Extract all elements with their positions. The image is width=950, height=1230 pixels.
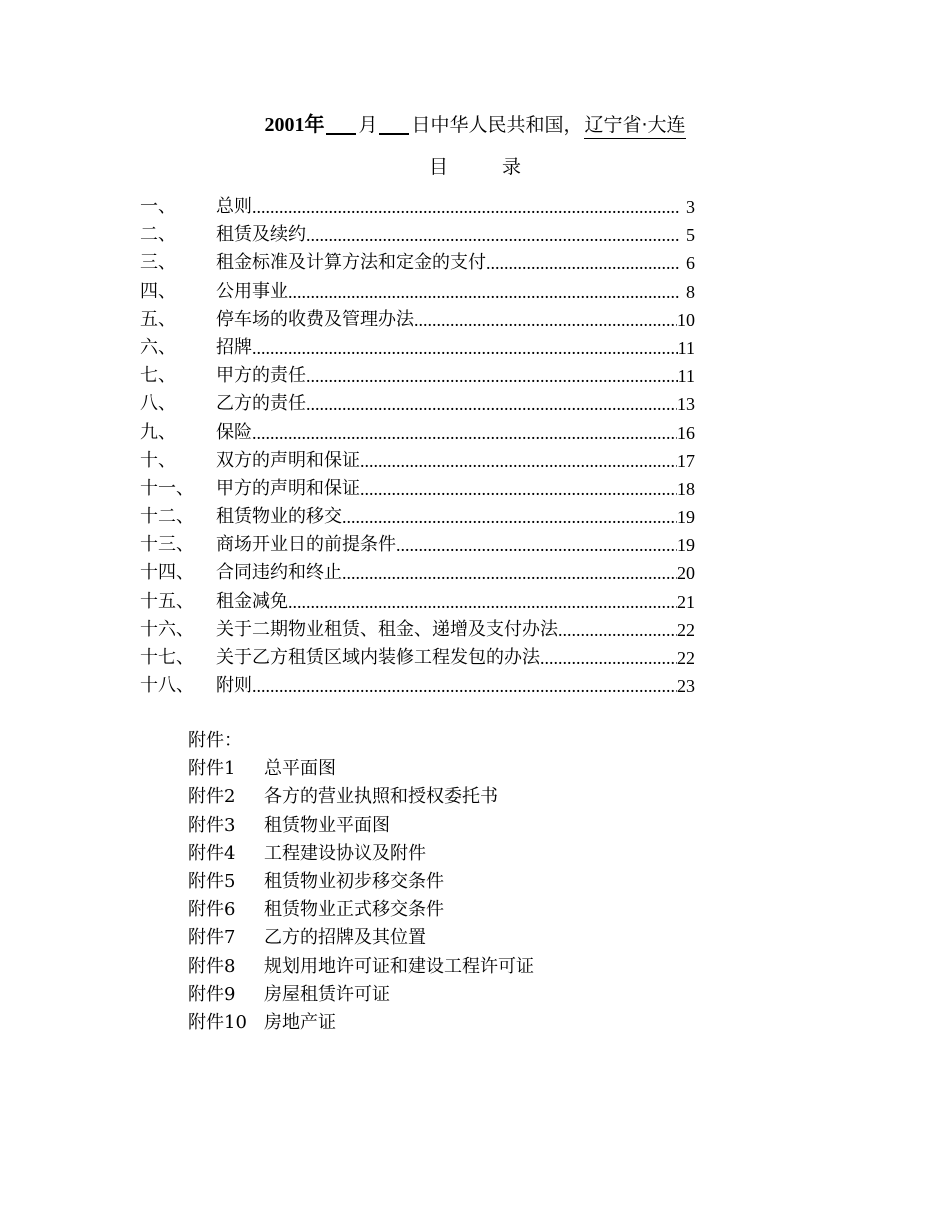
annex-item-title: 各方的营业执照和授权委托书 bbox=[264, 786, 498, 808]
annex-item-title: 租赁物业正式移交条件 bbox=[264, 899, 444, 921]
annex-item-number: 附件10 bbox=[188, 1011, 247, 1033]
toc-dot-leader bbox=[342, 503, 677, 531]
toc-entry-number: 九、 bbox=[140, 421, 176, 443]
toc-dot-leader bbox=[342, 559, 677, 587]
toc-entry[interactable] bbox=[140, 419, 695, 447]
annex-item bbox=[188, 896, 534, 924]
month-blank bbox=[326, 113, 356, 135]
toc-entry-number: 三、 bbox=[140, 252, 176, 274]
annex-item-number: 附件7 bbox=[188, 927, 236, 949]
toc-dot-leader bbox=[252, 672, 677, 700]
annex-item-title: 租赁物业初步移交条件 bbox=[264, 870, 444, 892]
toc-entry[interactable] bbox=[140, 249, 695, 277]
annex-item-title: 乙方的招牌及其位置 bbox=[264, 927, 426, 949]
toc-entry-page: 3 bbox=[686, 197, 695, 217]
toc-entry-number: 十二、 bbox=[140, 506, 194, 528]
annex-item bbox=[188, 953, 534, 981]
toc-dot-leader bbox=[306, 362, 678, 390]
toc-entry-title: 停车场的收费及管理办法 bbox=[216, 308, 414, 330]
toc-entry[interactable] bbox=[140, 559, 695, 587]
toc-entry-number: 四、 bbox=[140, 280, 176, 302]
toc-entry[interactable] bbox=[140, 334, 695, 362]
annex-item-number: 附件6 bbox=[188, 899, 236, 921]
toc-dot-leader bbox=[558, 616, 677, 644]
toc-entry[interactable] bbox=[140, 193, 695, 221]
toc-entry-title: 甲方的声明和保证 bbox=[216, 477, 360, 499]
toc-dot-leader bbox=[360, 475, 677, 503]
toc-entry-title: 乙方的责任 bbox=[216, 393, 306, 415]
annex-item-title: 房屋租赁许可证 bbox=[264, 983, 390, 1005]
day-blank bbox=[379, 113, 409, 135]
toc-dot-leader bbox=[486, 249, 679, 277]
toc-entry[interactable] bbox=[140, 644, 695, 672]
annex-item-title: 工程建设协议及附件 bbox=[264, 842, 426, 864]
annex-item bbox=[188, 1009, 534, 1037]
toc-entry[interactable] bbox=[140, 447, 695, 475]
toc-entry-title: 关于乙方租赁区域内装修工程发包的办法 bbox=[216, 647, 540, 668]
toc-entry[interactable] bbox=[140, 616, 695, 644]
toc-entry-page: 22 bbox=[677, 648, 695, 668]
toc-entry-page: 8 bbox=[686, 281, 695, 302]
annex-label: 附件： bbox=[188, 730, 242, 751]
toc-entry-page: 13 bbox=[677, 394, 695, 415]
toc-entry-page: 17 bbox=[677, 450, 695, 471]
toc-entry-number: 十六、 bbox=[140, 618, 194, 640]
annex-item-number: 附件5 bbox=[188, 870, 236, 892]
place-text: 辽宁省·大连 bbox=[584, 110, 685, 139]
annex-item-number: 附件4 bbox=[188, 842, 236, 864]
toc-entry-number: 五、 bbox=[140, 308, 176, 330]
annex-item-title: 规划用地许可证和建设工程许可证 bbox=[264, 955, 534, 977]
toc-entry[interactable] bbox=[140, 306, 695, 334]
day-suffix-text: 日中华人民共和国， bbox=[411, 114, 583, 136]
annex-item bbox=[188, 840, 534, 868]
toc-entry-title: 总则 bbox=[216, 196, 252, 217]
toc-entry-title: 公用事业 bbox=[216, 280, 288, 302]
toc-entry-page: 10 bbox=[677, 309, 695, 330]
toc-entry-number: 十四、 bbox=[140, 562, 194, 584]
toc-entry-page: 6 bbox=[686, 253, 695, 274]
toc-entry-title: 招牌 bbox=[216, 336, 252, 358]
toc-title-right: 录 bbox=[502, 156, 522, 178]
toc-dot-leader bbox=[288, 588, 677, 616]
annex-item bbox=[188, 755, 534, 783]
toc-dot-leader bbox=[252, 193, 679, 221]
year-text: 2001年 bbox=[264, 114, 325, 136]
toc-title bbox=[0, 152, 950, 179]
toc-entry-number: 六、 bbox=[140, 336, 176, 358]
table-of-contents bbox=[140, 193, 695, 700]
toc-entry-page: 11 bbox=[677, 337, 695, 358]
toc-entry-title: 租金标准及计算方法和定金的支付 bbox=[216, 252, 486, 274]
month-text: 月 bbox=[358, 114, 378, 136]
toc-entry-page: 5 bbox=[686, 225, 695, 246]
toc-entry-number: 七、 bbox=[140, 365, 176, 387]
toc-entry-page: 22 bbox=[677, 619, 695, 640]
annex-item bbox=[188, 868, 534, 896]
toc-entry-title: 关于二期物业租赁、租金、递增及支付办法 bbox=[216, 618, 558, 640]
toc-entry-title: 合同违约和终止 bbox=[216, 562, 342, 584]
toc-dot-leader bbox=[360, 447, 677, 475]
toc-entry-title: 保险 bbox=[216, 421, 252, 443]
annex-item-title: 房地产证 bbox=[264, 1011, 336, 1033]
toc-entry-page: 16 bbox=[677, 422, 695, 443]
toc-entry-number: 十一、 bbox=[140, 477, 194, 499]
toc-entry-number: 十五、 bbox=[140, 590, 194, 612]
toc-dot-leader bbox=[288, 278, 679, 306]
toc-entry-number: 十七、 bbox=[140, 647, 194, 668]
toc-dot-leader bbox=[306, 221, 679, 249]
toc-entry-title: 租金减免 bbox=[216, 590, 288, 612]
toc-title-left: 目 bbox=[428, 156, 448, 178]
toc-entry[interactable] bbox=[140, 475, 695, 503]
toc-entry-number: 八、 bbox=[140, 393, 176, 415]
toc-entry-number: 十、 bbox=[140, 449, 176, 471]
toc-entry[interactable] bbox=[140, 503, 695, 531]
toc-dot-leader bbox=[540, 644, 677, 672]
toc-dot-leader bbox=[252, 419, 677, 447]
toc-entry[interactable] bbox=[140, 531, 695, 559]
annex-item bbox=[188, 783, 534, 811]
toc-dot-leader bbox=[252, 334, 678, 362]
toc-entry-page: 20 bbox=[677, 563, 695, 584]
toc-dot-leader bbox=[414, 306, 677, 334]
toc-entry-number: 十三、 bbox=[140, 534, 194, 556]
toc-entry-title: 商场开业日的前提条件 bbox=[216, 534, 396, 556]
toc-entry-number: 十八、 bbox=[140, 675, 194, 697]
toc-entry-page: 21 bbox=[677, 591, 695, 612]
toc-entry[interactable] bbox=[140, 221, 695, 249]
toc-entry-number: 一、 bbox=[140, 196, 176, 217]
toc-dot-leader bbox=[306, 390, 677, 418]
annex-item-number: 附件8 bbox=[188, 955, 236, 977]
toc-entry-title: 双方的声明和保证 bbox=[216, 449, 360, 471]
toc-entry-title: 附则 bbox=[216, 675, 252, 697]
toc-entry-page: 19 bbox=[677, 535, 695, 556]
toc-entry-page: 18 bbox=[677, 478, 695, 499]
annex-item-number: 附件2 bbox=[188, 786, 236, 808]
annex-item bbox=[188, 981, 534, 1009]
document-date-line bbox=[0, 108, 950, 139]
annex-item-title: 租赁物业平面图 bbox=[264, 814, 390, 836]
toc-entry-title: 租赁物业的移交 bbox=[216, 506, 342, 528]
annex-item-number: 附件9 bbox=[188, 983, 236, 1005]
annex-item-number: 附件1 bbox=[188, 758, 236, 780]
toc-entry-page: 19 bbox=[677, 507, 695, 528]
toc-entry-title: 甲方的责任 bbox=[216, 365, 306, 387]
toc-entry[interactable] bbox=[140, 390, 695, 418]
annex-item bbox=[188, 924, 534, 952]
annex-list bbox=[188, 727, 534, 1037]
annex-item bbox=[188, 812, 534, 840]
toc-entry-page: 11 bbox=[677, 366, 695, 387]
toc-entry[interactable] bbox=[140, 672, 695, 700]
toc-entry-page: 23 bbox=[677, 676, 695, 697]
annex-item-number: 附件3 bbox=[188, 814, 236, 836]
toc-entry-number: 二、 bbox=[140, 224, 176, 246]
toc-entry[interactable] bbox=[140, 362, 695, 390]
toc-dot-leader bbox=[396, 531, 677, 559]
toc-entry[interactable] bbox=[140, 278, 695, 306]
annex-item-title: 总平面图 bbox=[264, 758, 336, 780]
toc-entry[interactable] bbox=[140, 588, 695, 616]
toc-entry-title: 租赁及续约 bbox=[216, 224, 306, 246]
